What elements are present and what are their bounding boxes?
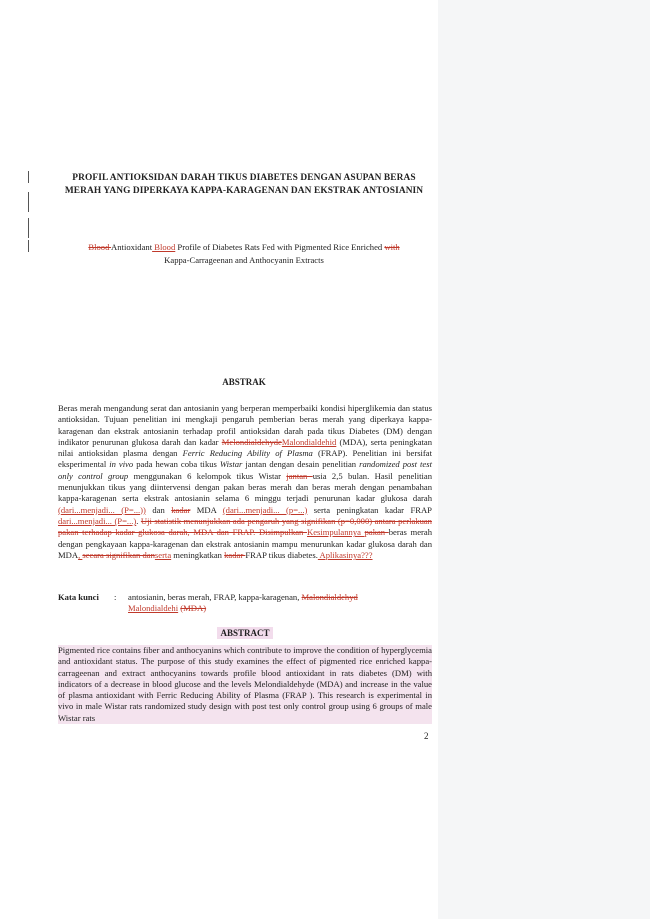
body-text: beras merah dengan pengkayaan kappa-karagenan dan ekstrak antosianin mampu menurunkan kadar glukosa darah dan MDA bbox=[58, 527, 432, 560]
abstrak-heading: ABSTRAK bbox=[222, 377, 266, 387]
change-bar bbox=[28, 192, 29, 212]
inserted-text[interactable]: Aplikasinya??? bbox=[317, 549, 373, 560]
keywords-line bbox=[58, 592, 432, 615]
document-title: PROFIL ANTIOKSIDAN DARAH TIKUS DIABETES DENGAN ASUPAN BERAS MERAH YANG DIPERKAYA KAPPA-KARAGENAN DAN EKSTRAK ANTOSIANIN bbox=[64, 173, 424, 196]
body-text: MDA bbox=[190, 504, 223, 515]
inserted-text[interactable]: serta bbox=[154, 549, 172, 560]
subtitle-text: Kappa-Carrageenan and Anthocyanin Extracts bbox=[164, 254, 324, 265]
deleted-text[interactable]: Uji statistik menunjukkan ada pengaruh yang signifikan (p=0,000) antara perlakuan pakan terhadap kadar glukosa darah, MDA dan FRAP. Disimpulkan bbox=[58, 515, 432, 538]
body-text: usia 2,5 bulan. Hasil penelitian menunjukkan tikus yang diintervensi dengan pakan beras merah dan beras merah dengan penambahan kappa-karagenan serta ekstrak antosianin selama 6 minggu terjadi penurunan kadar glukosa darah bbox=[58, 470, 432, 504]
inserted-text[interactable]: Kesimpulannya bbox=[307, 527, 365, 538]
body-text: (FRAP). Penelitian ini bersifat eksperimental bbox=[58, 448, 432, 470]
deleted-text[interactable]: kadar bbox=[224, 549, 246, 560]
change-bar bbox=[28, 171, 29, 183]
comment-margin-pane bbox=[438, 0, 650, 919]
body-text: (MDA), serta peningkatan nilai antioksidan plasma dengan bbox=[58, 436, 433, 459]
keywords-text bbox=[128, 592, 432, 615]
subtitle-text: Profile of Diabetes Rats Fed with Pigmented Rice Enriched bbox=[175, 242, 385, 252]
document-subtitle bbox=[58, 241, 430, 266]
abstract-heading bbox=[58, 628, 432, 638]
deleted-text[interactable]: Blood bbox=[88, 242, 112, 252]
body-text: dan bbox=[145, 504, 172, 515]
body-text: FRAP tikus diabetes. bbox=[245, 549, 318, 560]
body-text: jantan dengan desain penelitian bbox=[242, 459, 360, 470]
page-number: 2 bbox=[424, 731, 429, 741]
deleted-text[interactable]: (MDA) bbox=[180, 603, 207, 614]
keywords-colon: : bbox=[114, 592, 117, 602]
deleted-text[interactable]: kadar bbox=[171, 504, 191, 515]
body-text-italic: randomized post test only control group bbox=[58, 459, 432, 481]
change-bar bbox=[28, 240, 29, 252]
inserted-text[interactable]: Blood bbox=[152, 242, 176, 252]
body-text: . bbox=[136, 515, 141, 526]
body-text: menggunakan 6 kelompok tikus Wistar bbox=[128, 470, 287, 481]
subtitle-text: Antioxidant bbox=[111, 242, 153, 252]
body-text: serta peningkatan kadar FRAP bbox=[307, 504, 432, 515]
deleted-text[interactable]: secara signifikan dan bbox=[82, 549, 155, 560]
deleted-text[interactable]: with bbox=[384, 242, 400, 252]
body-text: pada hewan coba tikus bbox=[133, 459, 220, 470]
abstrak-paragraph bbox=[58, 403, 432, 561]
body-text-italic: Ferric Reducing Ability of Plasma bbox=[182, 448, 313, 459]
body-text: meningkatkan bbox=[171, 549, 225, 560]
inserted-text[interactable]: (dari...menjadi... (P=...)) bbox=[58, 504, 146, 515]
inserted-text[interactable]: dari...menjadi... (P=...) bbox=[58, 515, 137, 526]
inserted-text[interactable]: , bbox=[78, 549, 83, 560]
abstract-paragraph[interactable]: Pigmented rice contains fiber and anthocyanins which contribute to improve the condition of hyperglycemia and antioxidant status. The purpose of this study examines the effect of pigmented rice enriched kappa-carrageenan and extract anthocyanins towards profile blood antioxidant in rats diabetes (DM) with indicators of a decrease in blood glucose and the levels Melondialdehyde (MDA) and increase in the value of plasma antioxidant with Ferric Reducing Ability of Plasma (FRAP ). This research is experimental in vivo in male Wistar rats randomized study design with post test only control group using 6 groups of male Wistar rats bbox=[58, 645, 432, 723]
inserted-text[interactable]: Malondialdehi bbox=[128, 603, 179, 614]
deleted-text[interactable]: Malondialdehyd bbox=[301, 592, 358, 602]
body-text-italic: in vivo bbox=[109, 459, 134, 470]
body-text: antosianin, beras merah, FRAP, kappa-karagenan, bbox=[128, 592, 302, 602]
inserted-text[interactable]: (dari...menjadi... (p=...) bbox=[222, 504, 308, 515]
change-bar bbox=[28, 218, 29, 238]
deleted-text[interactable]: jantan bbox=[286, 470, 313, 481]
inserted-text[interactable]: Malondialdehid bbox=[281, 436, 337, 447]
abstract-heading-text[interactable]: ABSTRACT bbox=[217, 627, 272, 639]
body-text: Beras merah mengandung serat dan antosianin yang berperan memperbaiki kondisi hiperglikemia dan status antioksidan. Tujuan penelitian ini mengkaji pengaruh pemberian beras merah yang diperkaya kappa-karagenan dan ekstrak antosianin terhadap profil antioksidan darah pada tikus Diabetes (DM) dengan indikator penurunan glukosa darah dan kadar bbox=[58, 403, 432, 447]
deleted-text[interactable]: pakan bbox=[364, 527, 389, 538]
deleted-text[interactable]: Melondialdehyde bbox=[221, 436, 282, 447]
body-text-italic: Wistar bbox=[219, 459, 243, 470]
keywords-label: Kata kunci bbox=[58, 592, 99, 602]
